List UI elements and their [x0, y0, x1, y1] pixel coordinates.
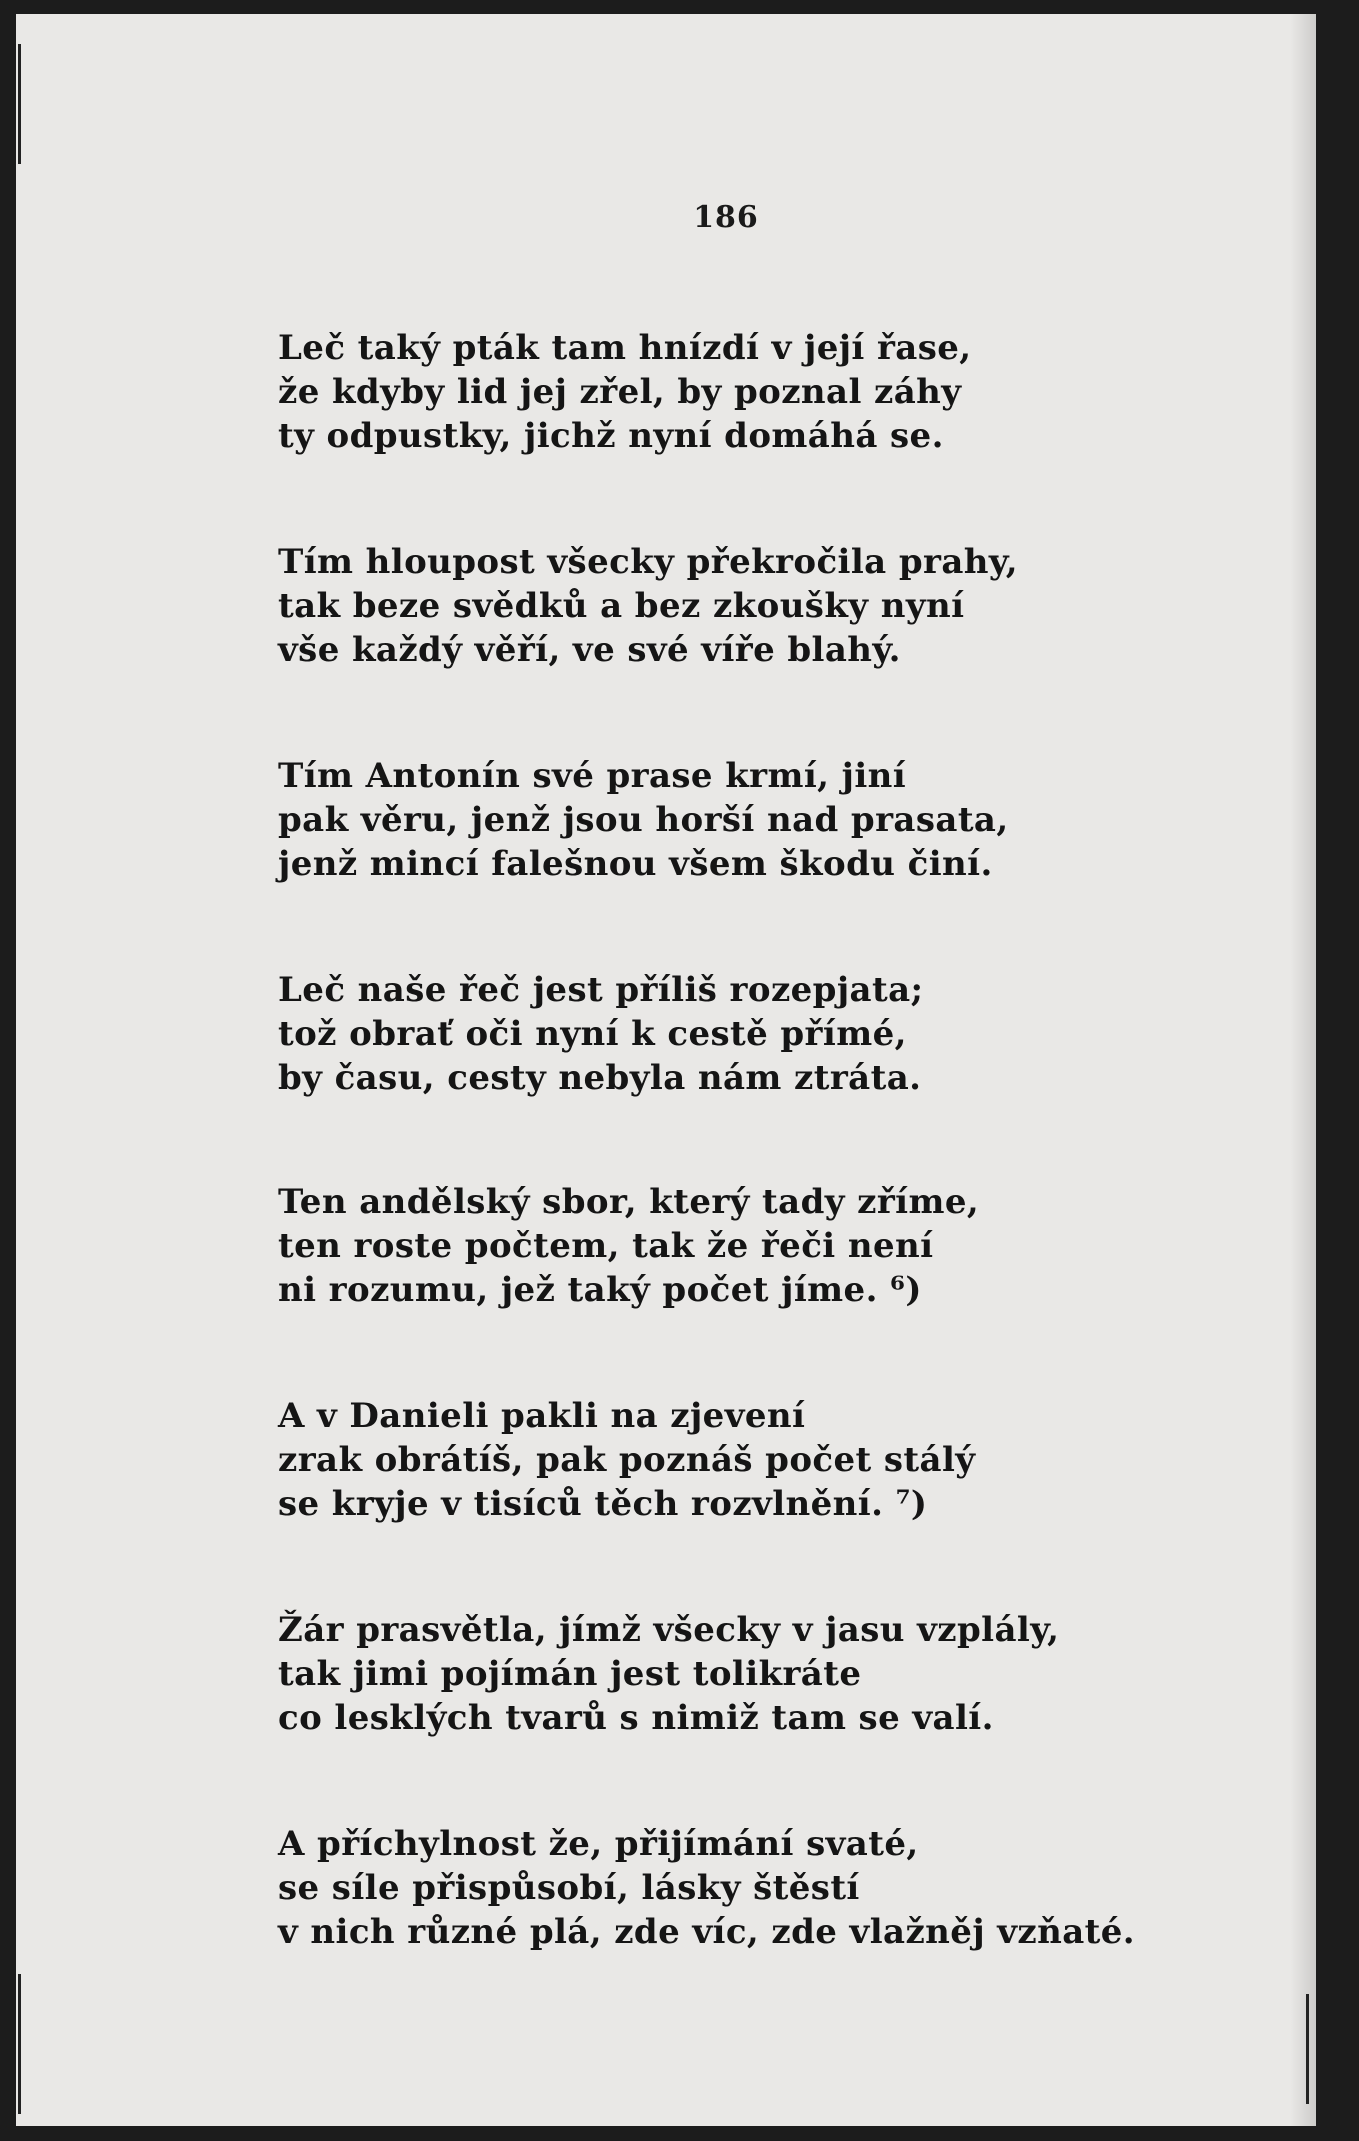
verse-line: by času, cesty nebyla nám ztráta. [278, 1058, 922, 1098]
stanza [278, 1394, 1178, 1526]
stanza [278, 1608, 1178, 1740]
verse-line: ni rozumu, jež taký počet jíme. ⁶) [278, 1270, 922, 1310]
stanza [278, 968, 1178, 1100]
page-edge-shadow [1290, 14, 1316, 2126]
verse-line: A v Danieli pakli na zjevení [278, 1396, 806, 1436]
poem [278, 326, 1178, 2036]
book-page [16, 14, 1316, 2126]
scan-mark-left-bottom [18, 1974, 21, 2114]
stanza [278, 326, 1178, 458]
stanza [278, 1180, 1178, 1312]
verse-line: Žár prasvětla, jímž všecky v jasu vzplály, [278, 1610, 1060, 1650]
verse-line: jenž mincí falešnou všem škodu činí. [278, 844, 993, 884]
verse-line: Tím Antonín své prase krmí, jiní [278, 756, 907, 796]
stanza [278, 754, 1178, 886]
verse-line: Ten andělský sbor, který tady zříme, [278, 1182, 980, 1222]
verse-line: tak beze svědků a bez zkoušky nyní [278, 586, 965, 626]
verse-line: Leč taký pták tam hnízdí v její řase, [278, 328, 972, 368]
verse-line: se síle přispůsobí, lásky štěstí [278, 1868, 860, 1908]
verse-line: v nich různé plá, zde víc, zde vlažněj vzňaté. [278, 1912, 1136, 1952]
scan-mark-left-top [18, 44, 21, 164]
verse-line: Tím hloupost všecky překročila prahy, [278, 542, 1019, 582]
verse-line: že kdyby lid jej zřel, by poznal záhy [278, 372, 962, 412]
verse-line: ty odpustky, jichž nyní domáhá se. [278, 416, 944, 456]
scan-mark-right-bottom [1306, 1994, 1309, 2104]
verse-line: vše každý věří, ve své víře blahý. [278, 630, 901, 670]
stanza [278, 540, 1178, 672]
verse-line: tak jimi pojímán jest tolikráte [278, 1654, 862, 1694]
verse-line: se kryje v tisíců těch rozvlnění. ⁷) [278, 1484, 928, 1524]
verse-line: ten roste počtem, tak že řeči není [278, 1226, 934, 1266]
stanza [278, 1822, 1178, 1954]
verse-line: A příchylnost že, přijímání svaté, [278, 1824, 919, 1864]
verse-line: tož obrať oči nyní k cestě přímé, [278, 1014, 907, 1054]
verse-line: co lesklých tvarů s nimiž tam se valí. [278, 1698, 994, 1738]
page-number: 186 [693, 200, 759, 235]
verse-line: zrak obrátíš, pak poznáš počet stálý [278, 1440, 976, 1480]
verse-line: pak věru, jenž jsou horší nad prasata, [278, 800, 1009, 840]
verse-line: Leč naše řeč jest příliš rozepjata; [278, 970, 924, 1010]
